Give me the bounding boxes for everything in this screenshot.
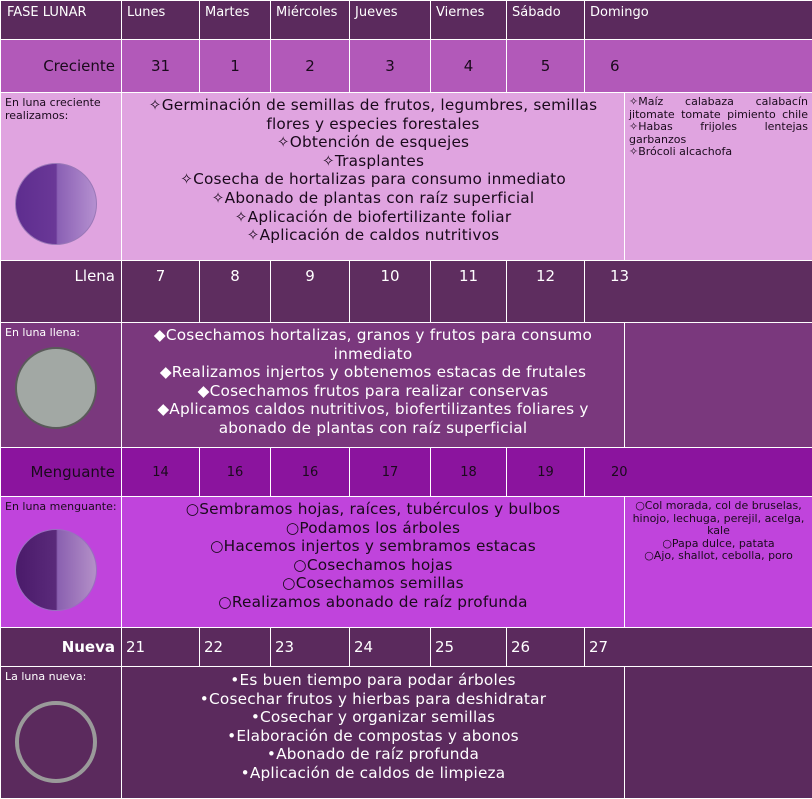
empty-cell: [625, 323, 812, 448]
date-cell: 26: [507, 628, 585, 667]
activity-item: •Cosechar y organizar semillas: [122, 708, 624, 727]
sow-item: ○Papa dulce, patata: [629, 538, 808, 551]
full-moon-icon: [15, 347, 97, 429]
date-cell: 16: [200, 448, 271, 497]
activity-item: ○Realizamos abonado de raíz profunda: [122, 593, 624, 612]
header-row: [1, 1, 812, 40]
date-cell: 22: [200, 628, 271, 667]
nueva-row: [1, 628, 812, 667]
sow-item: ✧Habas frijoles lentejas garbanzos: [629, 121, 808, 146]
day-jueves: Jueves: [350, 1, 431, 40]
date-cell: 10: [350, 261, 431, 323]
sow-item: ○Col morada, col de bruselas, hinojo, lechuga, perejil, acelga, kale: [629, 500, 808, 538]
date-cell: 2: [271, 40, 350, 93]
day-lunes: Lunes: [122, 1, 200, 40]
date-cell: 13: [585, 261, 812, 323]
date-cell: 9: [271, 261, 350, 323]
menguante-intro-cell: [1, 497, 122, 628]
nueva-intro-cell: [1, 667, 122, 799]
activity-item: ◆Realizamos injertos y obtenemos estacas de frutales: [122, 363, 624, 382]
date-cell: 23: [271, 628, 350, 667]
menguante-row: [1, 448, 812, 497]
activity-item: •Es buen tiempo para podar árboles: [122, 671, 624, 690]
date-cell: 6: [585, 40, 812, 93]
activity-item: ○Cosechamos semillas: [122, 574, 624, 593]
date-cell: 21: [122, 628, 200, 667]
half-moon-icon: [15, 163, 97, 245]
date-cell: 16: [271, 448, 350, 497]
nueva-intro: La luna nueva:: [5, 670, 117, 683]
date-cell: 25: [431, 628, 507, 667]
date-cell: 17: [350, 448, 431, 497]
sow-list-creciente: [625, 93, 812, 261]
activity-item: ○Sembramos hojas, raíces, tubérculos y bulbos: [122, 500, 624, 519]
llena-activities: [122, 323, 625, 448]
activity-item: ✧Germinación de semillas de frutos, legumbres, semillas flores y especies forestales: [122, 96, 624, 133]
llena-intro: En luna llena:: [5, 326, 117, 339]
llena-activities-row: [1, 323, 812, 448]
activity-item: ✧Aplicación de biofertilizante foliar: [122, 208, 624, 227]
activity-item: ○Cosechamos hojas: [122, 556, 624, 575]
activity-item: ✧Aplicación de caldos nutritivos: [122, 226, 624, 245]
sow-item: ✧Brócoli alcachofa: [629, 146, 808, 159]
phase-name-llena: Llena: [1, 261, 122, 323]
phase-name-menguante: Menguante: [1, 448, 122, 497]
creciente-row: [1, 40, 812, 93]
sow-item: ○Ajo, shallot, cebolla, poro: [629, 550, 808, 563]
day-martes: Martes: [200, 1, 271, 40]
nueva-activities: [122, 667, 625, 799]
new-moon-icon: [15, 701, 97, 783]
sow-list-menguante: [625, 497, 812, 628]
date-cell: 7: [122, 261, 200, 323]
creciente-activities: [122, 93, 625, 261]
date-cell: 27: [585, 628, 812, 667]
date-cell: 5: [507, 40, 585, 93]
date-cell: 20: [585, 448, 812, 497]
day-viernes: Viernes: [431, 1, 507, 40]
activity-item: ✧Trasplantes: [122, 152, 624, 171]
activity-item: ◆Cosechamos frutos para realizar conservas: [122, 382, 624, 401]
phase-name-creciente: Creciente: [1, 40, 122, 93]
date-cell: 8: [200, 261, 271, 323]
creciente-intro-cell: [1, 93, 122, 261]
date-cell: 12: [507, 261, 585, 323]
day-miercoles: Miércoles: [271, 1, 350, 40]
activity-item: •Cosechar frutos y hierbas para deshidratar: [122, 690, 624, 709]
empty-cell: [625, 667, 812, 799]
activity-item: •Elaboración de compostas y abonos: [122, 727, 624, 746]
date-cell: 4: [431, 40, 507, 93]
date-cell: 18: [431, 448, 507, 497]
activity-item: ◆Aplicamos caldos nutritivos, biofertilizantes foliares y abonado de plantas con raíz superficial: [122, 400, 624, 437]
activity-item: ✧Abonado de plantas con raíz superficial: [122, 189, 624, 208]
creciente-intro: En luna creciente realizamos:: [5, 96, 117, 122]
creciente-activities-row: [1, 93, 812, 261]
activity-item: ✧Cosecha de hortalizas para consumo inmediato: [122, 170, 624, 189]
activity-item: ◆Cosechamos hortalizas, granos y frutos para consumo inmediato: [122, 326, 624, 363]
menguante-activities: [122, 497, 625, 628]
date-cell: 11: [431, 261, 507, 323]
date-cell: 31: [122, 40, 200, 93]
activity-item: •Abonado de raíz profunda: [122, 745, 624, 764]
day-sabado: Sábado: [507, 1, 585, 40]
activity-item: ○Hacemos injertos y sembramos estacas: [122, 537, 624, 556]
date-cell: 3: [350, 40, 431, 93]
menguante-activities-row: [1, 497, 812, 628]
activity-item: ○Podamos los árboles: [122, 519, 624, 538]
phase-name-nueva: Nueva: [1, 628, 122, 667]
date-cell: 19: [507, 448, 585, 497]
half-moon-icon: [15, 529, 97, 611]
day-domingo: Domingo: [585, 1, 812, 40]
date-cell: 24: [350, 628, 431, 667]
nueva-activities-row: [1, 667, 812, 799]
phase-label: FASE LUNAR: [1, 1, 122, 40]
activity-item: •Aplicación de caldos de limpieza: [122, 764, 624, 783]
date-cell: 1: [200, 40, 271, 93]
date-cell: 14: [122, 448, 200, 497]
activity-item: ✧Obtención de esquejes: [122, 133, 624, 152]
llena-row: [1, 261, 812, 323]
llena-intro-cell: [1, 323, 122, 448]
menguante-intro: En luna menguante:: [5, 500, 117, 513]
sow-item: ✧Maíz calabaza calabacín jitomate tomate pimiento chile: [629, 96, 808, 121]
